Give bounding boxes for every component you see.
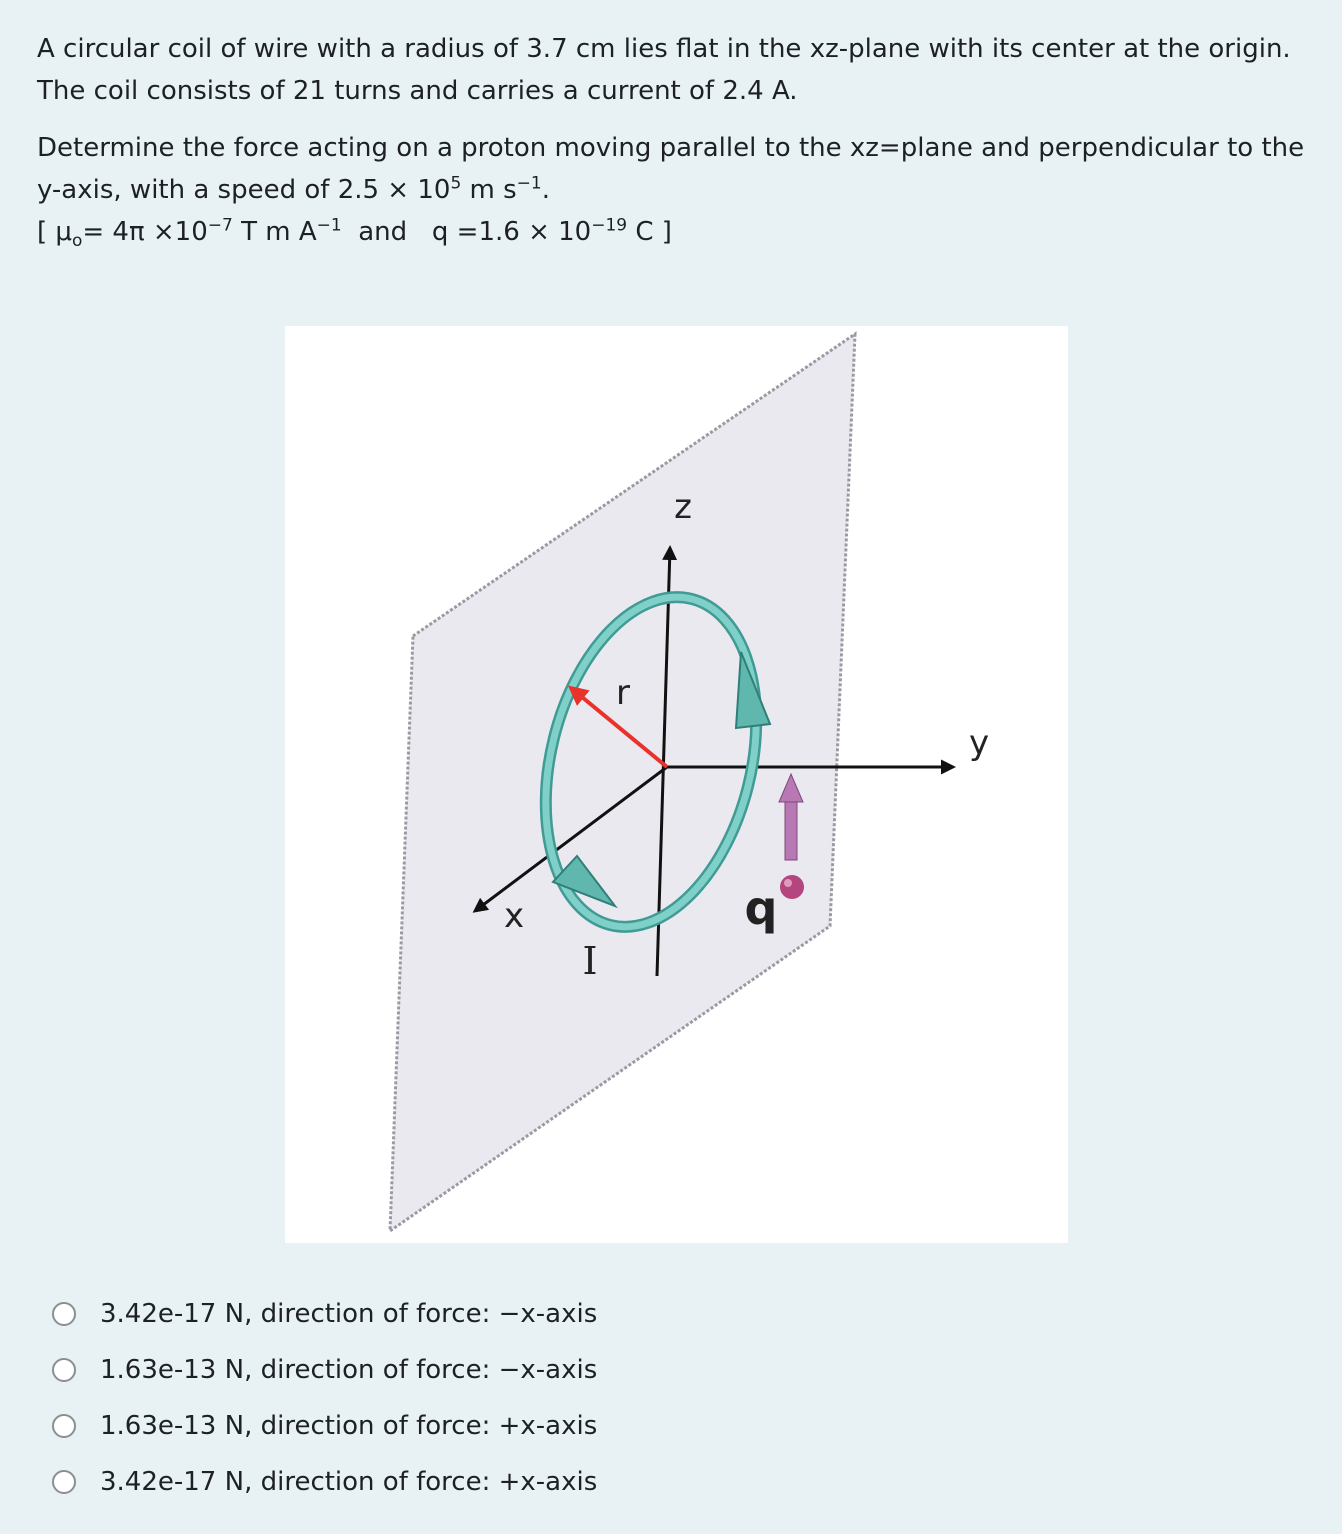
answer-option[interactable] <box>50 1286 597 1342</box>
proton-charge <box>780 875 804 899</box>
current-label: I <box>582 939 598 983</box>
question-paragraph-2: Determine the force acting on a proton moving parallel to the xz=plane and perpendicular to the y-axis, with a speed of $2.5 \times 10^5$ m $s^{-1}$. <box>37 133 1305 205</box>
answer-options <box>50 1286 597 1510</box>
question-text <box>37 28 1327 253</box>
question-paragraph-1: A circular coil of wire with a radius of 3.7 cm lies flat in the xz-plane with its center at the origin. The coil consists of 21 turns and carries a current of 2.4 A. <box>37 34 1291 106</box>
xz-plane <box>390 334 855 1231</box>
radio-button[interactable] <box>52 1470 76 1494</box>
radio-button[interactable] <box>52 1358 76 1382</box>
radio-button[interactable] <box>52 1302 76 1326</box>
radio-button[interactable] <box>52 1414 76 1438</box>
proton-highlight <box>784 879 792 887</box>
answer-option[interactable] <box>50 1454 597 1510</box>
charge-label: q <box>744 881 778 935</box>
answer-label[interactable]: 3.42e-17 N, direction of force: −x-axis <box>100 1299 598 1329</box>
answer-label[interactable]: 1.63e-13 N, direction of force: −x-axis <box>100 1355 598 1385</box>
coil-diagram-svg <box>285 326 1068 1243</box>
coil-diagram <box>285 326 1068 1243</box>
answer-label[interactable]: 1.63e-13 N, direction of force: +x-axis <box>100 1411 598 1441</box>
answer-option[interactable] <box>50 1398 597 1454</box>
x-axis-label: x <box>503 896 525 936</box>
velocity-arrow-shaft <box>785 798 797 860</box>
constants-line: [ $\mu_o= 4\pi \times 10^{-7}$ T m $A^{-1}$ and $q =1.6 \times 10^{-19}$ C ] <box>37 215 672 252</box>
answer-label[interactable]: 3.42e-17 N, direction of force: +x-axis <box>100 1467 598 1497</box>
radius-label: r <box>616 673 630 713</box>
z-axis-label: z <box>674 487 692 527</box>
y-axis-label: y <box>968 723 990 763</box>
answer-option[interactable] <box>50 1342 597 1398</box>
